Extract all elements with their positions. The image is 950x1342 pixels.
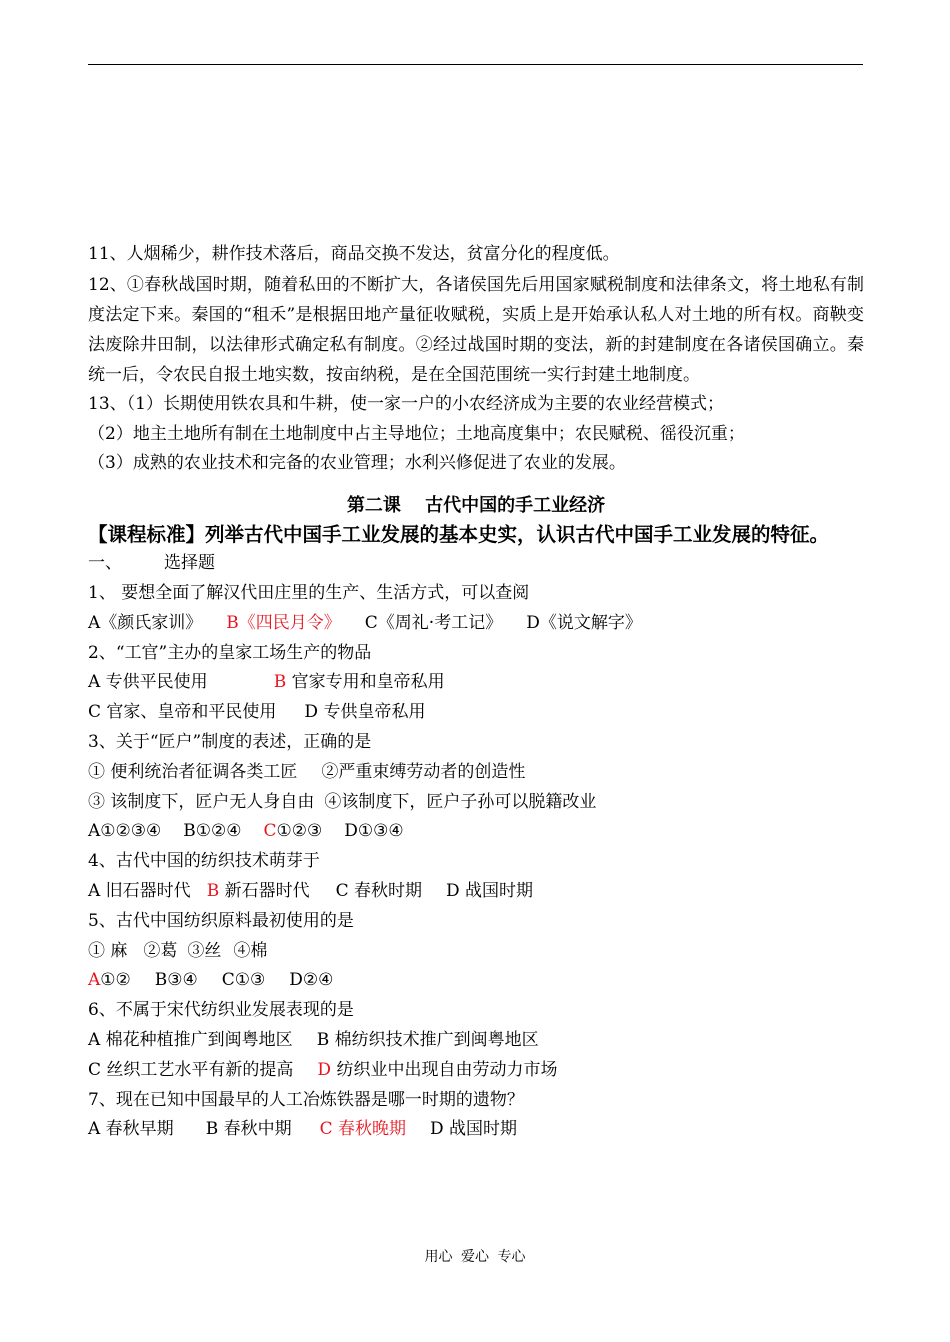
option-c-correct: C 春秋晚期	[319, 1119, 407, 1140]
question-5-options	[88, 966, 864, 996]
question-6-options-row1	[88, 1026, 864, 1056]
question-1: 1、 要想全面了解汉代田庄里的生产、生活方式，可以查阅	[88, 582, 530, 603]
option-a: A①②③④	[88, 821, 162, 842]
statement-3: ③丝	[187, 940, 222, 961]
option-d: D 战国时期	[430, 1119, 518, 1140]
option-a: A 专供平民使用	[88, 672, 208, 693]
option-c: C 官家、皇帝和平民使用	[88, 702, 277, 723]
answer-13-3: （3）成熟的农业技术和完备的农业管理；水利兴修促进了农业的发展。	[88, 453, 626, 474]
footer-word-1: 用心	[424, 1249, 453, 1265]
option-b: B①②④	[183, 821, 242, 842]
question-7: 7、现在已知中国最早的人工冶炼铁器是哪一时期的遗物？	[88, 1089, 524, 1110]
statement-2: ②葛	[143, 940, 178, 961]
course-standard: 【课程标准】列举古代中国手工业发展的基本史实，认识古代中国手工业发展的特征。	[88, 523, 830, 547]
option-b: B 春秋中期	[205, 1119, 292, 1140]
statement-2: ②严重束缚劳动者的创造性	[321, 761, 526, 782]
lesson-title: 第二课 古代中国的手工业经济	[346, 495, 606, 517]
footer-word-3: 专心	[497, 1249, 526, 1265]
question-5: 5、古代中国纺织原料最初使用的是	[88, 910, 354, 931]
option-d: D 专供皇帝私用	[304, 702, 426, 723]
option-b: B 棉纺织技术推广到闽粤地区	[316, 1029, 539, 1050]
option-d: D《说文解字》	[526, 612, 642, 633]
page-footer	[0, 1246, 950, 1266]
option-c: C《周礼·考工记》	[364, 612, 503, 633]
option-c-text: ①②③	[276, 821, 323, 842]
question-6: 6、不属于宋代纺织业发展表现的是	[88, 1000, 354, 1021]
question-1-options	[88, 609, 864, 639]
option-a: A 春秋早期	[88, 1119, 174, 1140]
question-2-options-row1	[88, 668, 864, 698]
question-3-options	[88, 817, 864, 847]
answer-13-1: 13、（1）长期使用铁农具和牛耕，使一家一户的小农经济成为主要的农业经营模式；	[88, 393, 724, 414]
answer-12: 12、①春秋战国时期，随着私田的不断扩大，各诸侯国先后用国家赋税制度和法律条文，将土地私有制度法定下来。秦国的“租禾”是根据田地产量征收赋税，实质上是开始承认私人对土地的所有权。商鞅变法废除井田制，以法律形式确定私有制度。②经过战国时期的变法，新的封建制度在各诸侯国确立。秦统一后，令农民自报土地实数，按亩纳税，是在全国范围统一实行封建土地制度。	[88, 274, 864, 385]
option-d-letter-correct: D	[317, 1059, 332, 1080]
option-c: C 丝织工艺水平有新的提高	[88, 1059, 294, 1080]
question-5-statements	[88, 937, 864, 967]
question-4: 4、古代中国的纺织技术萌芽于	[88, 851, 320, 872]
option-c: C 春秋时期	[335, 880, 423, 901]
question-6-options-row2	[88, 1056, 864, 1086]
option-a-letter-correct: A	[88, 970, 101, 991]
option-a: A《颜氏家训》	[88, 612, 203, 633]
option-c-letter-correct: C	[263, 821, 277, 842]
option-d-text: 纺织业中出现自由劳动力市场	[331, 1059, 558, 1080]
option-b: B③④	[154, 970, 198, 991]
section-number: 一、	[88, 553, 122, 574]
option-b-text: 新石器时代	[219, 880, 310, 901]
option-d: D 战国时期	[446, 880, 534, 901]
section-name: 选择题	[164, 553, 215, 574]
question-2: 2、“工官”主办的皇家工场生产的物品	[88, 642, 372, 663]
option-d: D②④	[289, 970, 334, 991]
header-rule	[88, 64, 863, 65]
statement-4: ④棉	[233, 940, 268, 961]
option-a: A 旧石器时代	[88, 880, 191, 901]
option-c: C①③	[221, 970, 266, 991]
document-body	[88, 240, 864, 1145]
statement-3: ③ 该制度下，匠户无人身自由	[88, 791, 315, 812]
question-2-options-row2	[88, 698, 864, 728]
option-a: A 棉花种植推广到闽粤地区	[88, 1029, 293, 1050]
option-a-text: ①②	[100, 970, 131, 991]
option-b-letter-correct: B	[206, 880, 220, 901]
section-heading	[88, 549, 864, 579]
option-b-text: 官家专用和皇帝私用	[286, 672, 445, 693]
answer-11: 11、人烟稀少，耕作技术落后，商品交换不发达，贫富分化的程度低。	[88, 244, 620, 264]
statement-1: ① 麻	[88, 940, 128, 961]
question-4-options	[88, 877, 864, 907]
question-3-statements-row1	[88, 758, 864, 788]
option-b-letter-correct: B	[273, 672, 287, 693]
question-3: 3、关于“匠户”制度的表述，正确的是	[88, 731, 372, 752]
footer-word-2: 爱心	[461, 1249, 489, 1265]
statement-1: ① 便利统治者征调各类工匠	[88, 761, 298, 782]
question-7-options	[88, 1115, 864, 1145]
answer-13-2: （2）地主土地所有制在土地制度中占主导地位；土地高度集中；农民赋税、徭役沉重；	[88, 423, 745, 444]
statement-4: ④该制度下，匠户子孙可以脱籍改业	[324, 791, 597, 812]
question-3-statements-row2	[88, 788, 864, 818]
option-d: D①③④	[344, 821, 404, 842]
option-b-correct: B《四民月令》	[226, 612, 341, 633]
